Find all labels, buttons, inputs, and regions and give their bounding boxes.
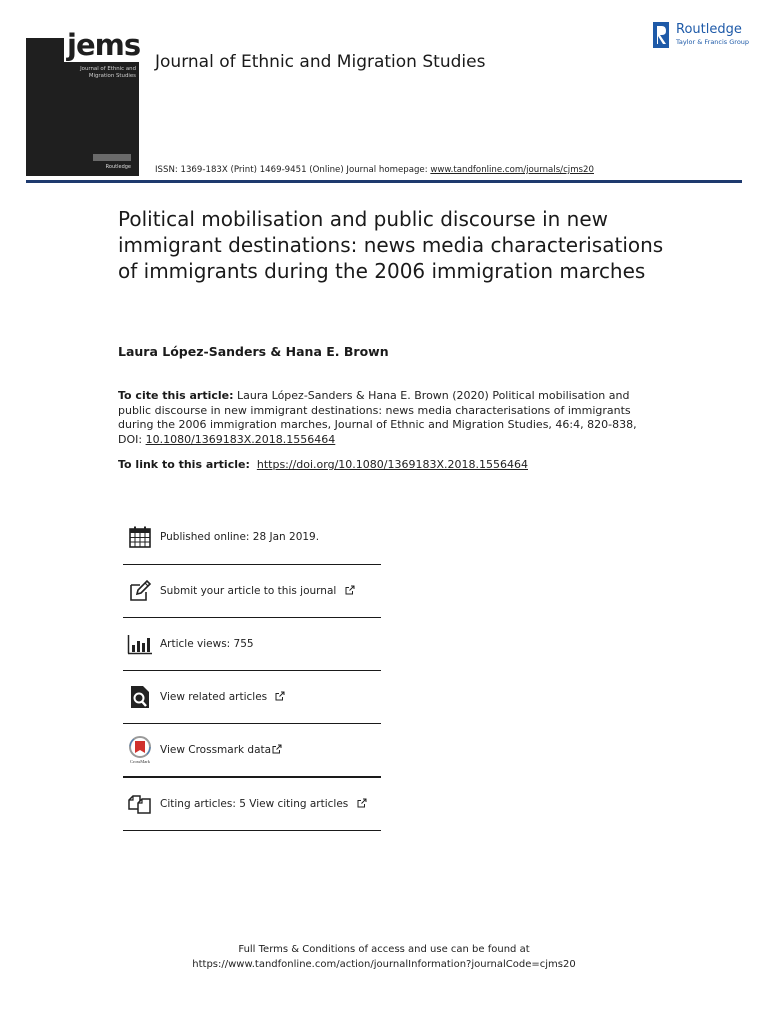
cover-subtitle: Journal of Ethnic and Migration Studies	[80, 66, 136, 79]
terms-line: Full Terms & Conditions of access and use can be found at	[238, 944, 530, 955]
journal-title: Journal of Ethnic and Migration Studies	[155, 52, 486, 72]
article-authors: Laura López-Sanders & Hana E. Brown	[118, 344, 389, 359]
cover-publisher: Routledge	[105, 164, 131, 170]
article-link-line	[118, 458, 528, 471]
citing-articles-icon	[126, 790, 154, 818]
external-link-icon	[357, 798, 367, 808]
external-link-icon	[345, 585, 355, 595]
published-online-item	[123, 510, 381, 565]
cite-label: To cite this article:	[118, 389, 234, 402]
related-articles-icon	[126, 683, 154, 711]
journal-cover-thumbnail	[26, 28, 141, 176]
citing-articles-item[interactable]	[123, 778, 381, 831]
issn-text: ISSN: 1369-183X (Print) 1469-9451 (Online) Journal homepage:	[155, 165, 431, 175]
external-link-icon	[272, 744, 282, 754]
external-link-icon	[275, 691, 285, 701]
submit-article-label: Submit your article to this journal	[160, 585, 337, 597]
article-views-text: Article views: 755	[160, 638, 254, 650]
crossmark-label: View Crossmark data	[160, 744, 272, 756]
crossmark-link[interactable]	[160, 744, 282, 756]
edit-icon	[126, 577, 154, 605]
journal-homepage-link[interactable]: www.tandfonline.com/journals/cjms20	[430, 165, 594, 175]
terms-url[interactable]: https://www.tandfonline.com/action/journalInformation?journalCode=cjms20	[192, 959, 576, 970]
header-rule	[26, 180, 742, 183]
article-doi-link[interactable]: https://doi.org/10.1080/1369183X.2018.1556464	[256, 458, 528, 471]
terms-footer	[0, 942, 768, 972]
bar-chart-icon	[126, 630, 154, 658]
submit-article-item[interactable]	[123, 565, 381, 618]
crossmark-item[interactable]	[123, 724, 381, 778]
cover-volume-strip	[93, 154, 131, 161]
issn-line	[155, 165, 594, 175]
crossmark-icon	[126, 736, 154, 764]
cite-text: Laura López-Sanders & Hana E. Brown (2020) Political mobilisation and public discourse in new immigrant destinations: news media characterisations of immigrants during the 2006 immigration marches, Journal of Ethnic and Migration Studies, 46:4, 820-838, DOI:	[118, 389, 637, 446]
calendar-icon	[126, 523, 154, 551]
link-label: To link to this article:	[118, 458, 250, 471]
publisher-subtitle: Taylor & Francis Group	[676, 38, 750, 46]
article-title: Political mobilisation and public discourse in new immigrant destinations: news media characterisations of immigrants during the 2006 immigration marches	[118, 207, 664, 283]
cite-doi-link[interactable]: 10.1080/1369183X.2018.1556464	[145, 432, 336, 446]
cover-logo: jems	[64, 28, 143, 62]
svg-text:CrossMark: CrossMark	[130, 759, 150, 764]
related-articles-link[interactable]	[160, 691, 285, 703]
submit-article-link[interactable]	[160, 585, 355, 597]
publisher-name: Routledge	[676, 22, 742, 37]
citation-block	[118, 389, 648, 447]
routledge-logo-icon	[653, 22, 669, 48]
published-online-text: Published online: 28 Jan 2019.	[160, 531, 320, 543]
related-articles-label: View related articles	[160, 691, 268, 703]
article-info-list	[123, 510, 381, 831]
publisher-logo	[653, 22, 753, 50]
citing-articles-link[interactable]	[160, 798, 367, 810]
citing-articles-label: Citing articles: 5 View citing articles	[160, 798, 349, 810]
article-views-item	[123, 618, 381, 671]
related-articles-item[interactable]	[123, 671, 381, 724]
